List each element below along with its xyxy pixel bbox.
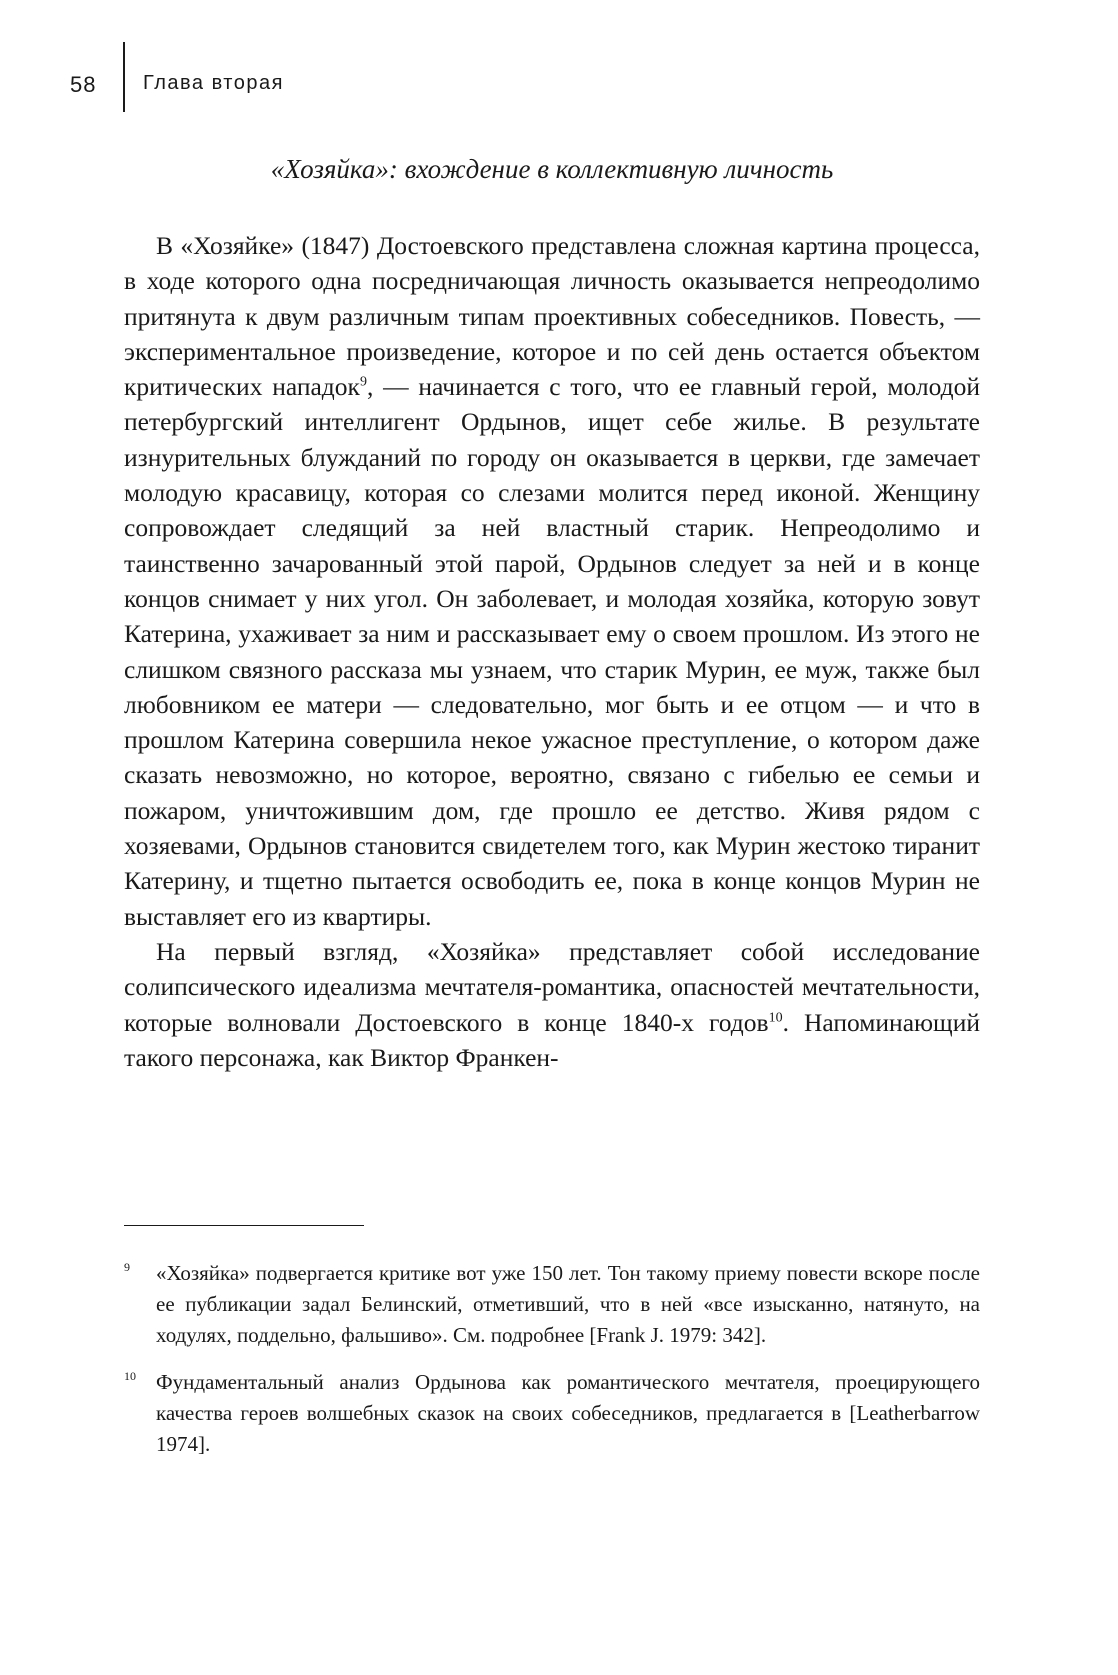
- footnote-reference[interactable]: 10: [768, 1010, 783, 1026]
- page-number: 58: [70, 72, 97, 97]
- footnote-divider: [124, 1225, 364, 1226]
- paragraph-text: , — начинается с того, что ее главный герой, молодой петербургский интеллигент Ордынов, ищет себе жилье. В результате изнурительных блужданий по городу он оказывается в церкви, где замечает молодую красавицу, которая со слезами молится перед иконой. Женщину сопровождает следящий за ней властный старик. Непреодолимо и таинственно зачарованный этой парой, Ордынов следует за ней и в конце концов снимает у них угол. Он заболевает, и молодая хозяйка, которую зовут Катерина, ухаживает за ним и рассказывает ему о своем прошлом. Из этого не слишком связного рассказа мы узнаем, что старик Мурин, ее муж, также был любовником ее матери — следовательно, мог быть и ее отцом — и что в прошлом Катерина совершила некое ужасное преступление, о котором даже сказать невозможно, но которое, вероятно, связано с гибелью ее семьи и пожаром, уничтожившим дом, где прошло ее детство. Живя рядом с хозяевами, Ордынов становится свидетелем того, как Мурин жестоко тиранит Катерину, и тщетно пытается освободить ее, пока в конце концов Мурин не выставляет его из квартиры.: [124, 372, 981, 931]
- paragraph: [124, 934, 980, 1075]
- running-header: [70, 42, 470, 112]
- body-text: [124, 228, 980, 1075]
- footnote-number: 10: [124, 1369, 136, 1383]
- section-title: «Хозяйка»: вхождение в коллективную личность: [270, 154, 834, 184]
- footnote-text: Фундаментальный анализ Ордынова как романтического мечтателя, проецирующего качества героев волшебных сказок на своих собеседников, предлагается в [Leatherbarrow 1974].: [156, 1370, 980, 1456]
- footnote-text: «Хозяйка» подвергается критике вот уже 150 лет. Тон такому приему повести вскоре после ее публикации задал Белинский, отметивший, что в ней «все изысканно, натянуто, на ходулях, поддельно, фальшиво». См. подробнее [Frank J. 1979: 342].: [156, 1261, 980, 1347]
- paragraph-text: На первый взгляд, «Хозяйка» представляет собой исследование солипсического идеализма мечтателя-романтика, опасностей мечтательности, которые волновали Достоевского в конце 1840-х годов: [124, 936, 980, 1037]
- paragraph: [124, 228, 980, 934]
- footnotes: [124, 1258, 980, 1476]
- footnote-number: 9: [124, 1260, 130, 1274]
- header-divider: [123, 42, 125, 112]
- footnote-reference[interactable]: 9: [359, 374, 367, 390]
- footnote: [124, 1367, 980, 1460]
- footnote: [124, 1258, 980, 1351]
- paragraph-text: В «Хозяйке» (1847) Достоевского представлена сложная картина процесса, в ходе которого одна посредничающая личность оказывается непреодолимо притянута к двум различным типам проективных собеседников. Повесть, — экспериментальное произведение, которое и по сей день остается объектом критических нападок: [124, 231, 980, 402]
- chapter-title: Глава вторая: [143, 72, 284, 94]
- paragraph-text: . Напоминающий такого персонажа, как Виктор Франкен-: [124, 1007, 980, 1072]
